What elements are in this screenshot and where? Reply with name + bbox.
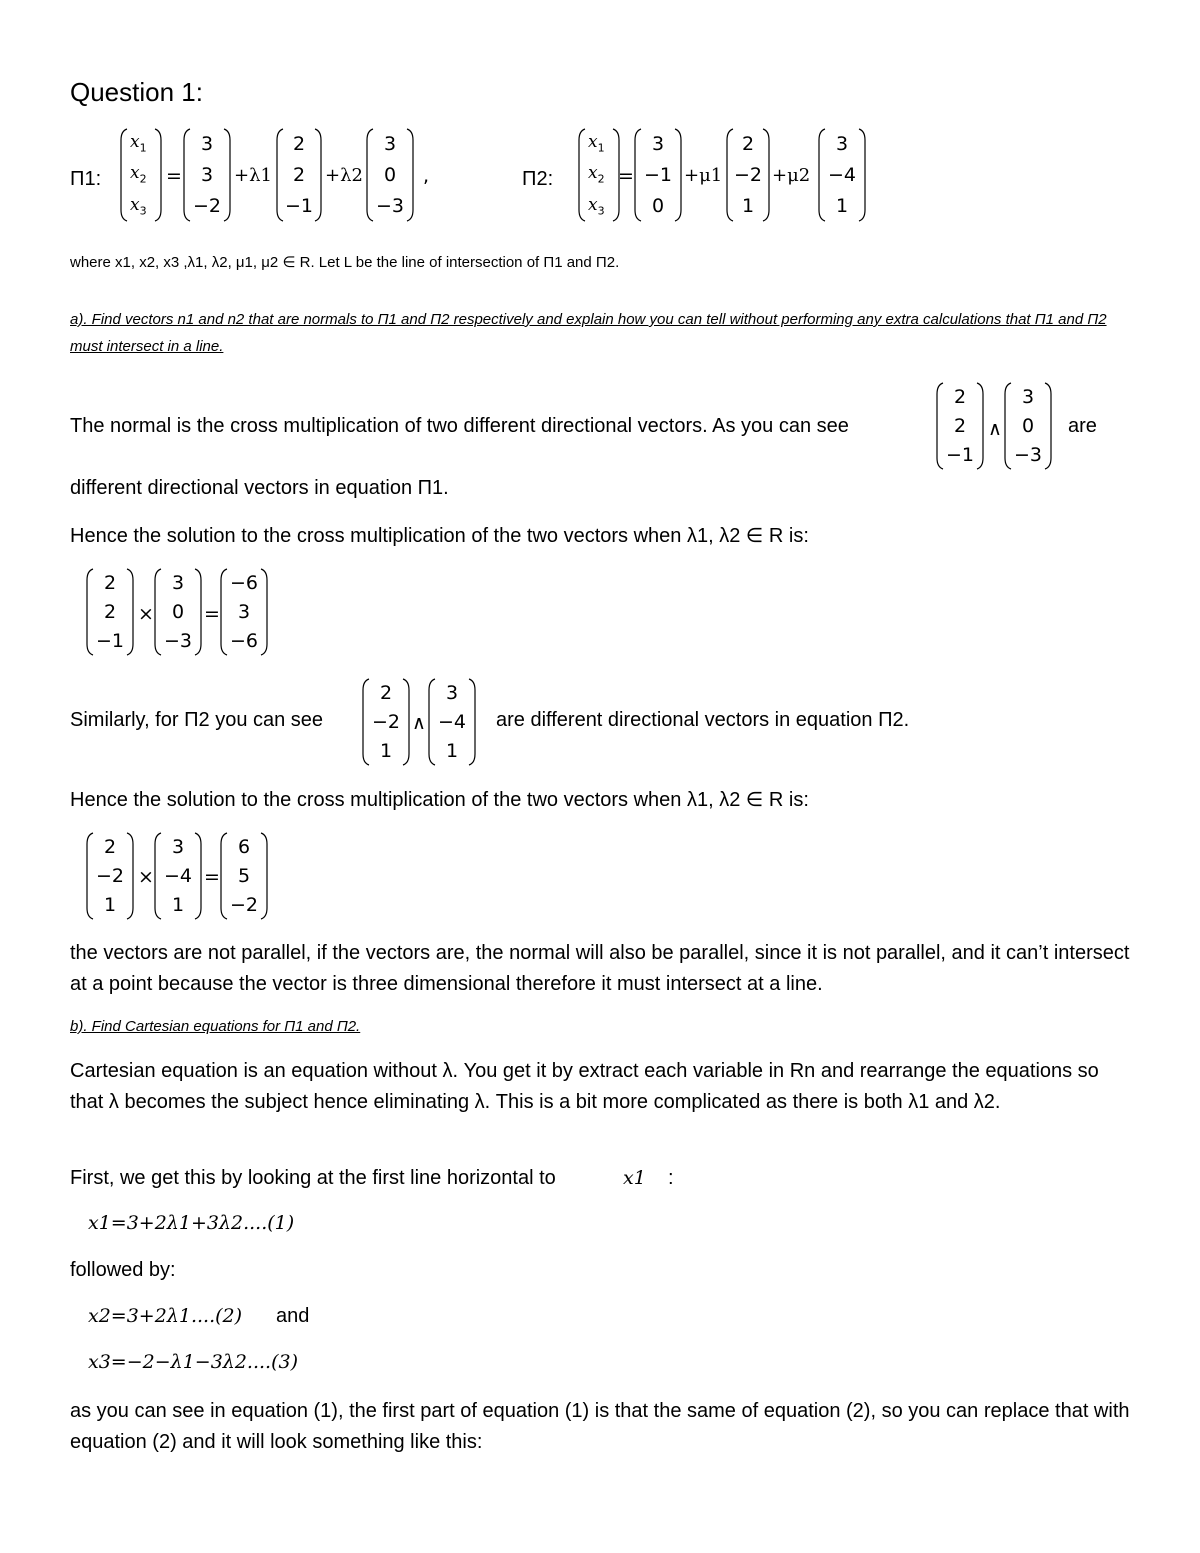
equation-1: x1=3+2λ1+3λ2....(1) (88, 1212, 295, 1234)
operator: = (204, 603, 220, 625)
vector-entry: 2 (953, 414, 967, 437)
vector-entry: 2 (953, 385, 967, 408)
page-title: Question 1: (70, 77, 203, 107)
column-vector (226, 832, 262, 920)
column-vector (368, 678, 404, 766)
column-vector (282, 128, 316, 222)
vector-entry: −6 (229, 630, 258, 653)
operator: , (423, 165, 430, 187)
similarly-text: Similarly, for Π2 you can see (70, 709, 324, 731)
vector-entry: 1 (741, 195, 755, 218)
vector-entry: 2 (292, 163, 306, 186)
operator: = (204, 866, 220, 888)
part-b-heading: b). Find Cartesian equations for Π1 and Π2. (70, 1018, 361, 1035)
operator: +μ2 (772, 165, 811, 186)
vector-entry: 0 (1021, 414, 1035, 437)
hence-text-2: Hence the solution to the cross multiplication of the two vectors when λ1, λ2 ∈ R is: (70, 789, 809, 811)
vector-entry: −2 (192, 195, 221, 218)
vector-entry: 3 (651, 132, 665, 155)
vector-entry: −1 (95, 630, 124, 653)
column-vector (942, 382, 978, 470)
operator: ∧ (412, 712, 426, 734)
vector-entry: 3 (383, 132, 397, 155)
vector-entry: 0 (171, 600, 185, 623)
plane1-label: Π1: (70, 168, 102, 190)
where-line: where x1, x2, x3 ,λ1, λ2, μ1, μ2 ∈ R. Let L be the line of intersection of Π1 and Π2. (70, 254, 620, 271)
vector-entry: 1 (445, 740, 459, 763)
vector-entry: 0 (651, 195, 665, 218)
first-colon: : (668, 1167, 674, 1189)
part-a-heading: a). Find vectors n1 and n2 that are normals to Π1 and Π2 respectively and explain how you can tell without performing any extra calculations that Π1 and Π2 must intersect in a line. (70, 311, 1107, 355)
vector-entry: 3 (835, 132, 849, 155)
are-different-text: are different directional vectors in equation Π2. (496, 709, 910, 731)
operator: × (138, 866, 154, 888)
vector-entry: 2 (741, 132, 755, 155)
x-vector-entry: $x_3$ (130, 194, 147, 218)
vector-entry: −4 (163, 864, 192, 887)
operator: × (138, 603, 154, 625)
left-paren (578, 128, 586, 222)
vector-entry: 2 (379, 681, 393, 704)
and-text: and (276, 1305, 310, 1327)
vector-entry: −2 (733, 163, 762, 186)
column-vector (160, 832, 196, 920)
equation-3: x3=−2−λ1−3λ2....(3) (88, 1351, 298, 1373)
vector-entry: −4 (437, 710, 466, 733)
operator: +λ1 (234, 165, 272, 186)
vector-entry: 2 (103, 600, 117, 623)
column-vector (160, 568, 196, 656)
normal-text: The normal is the cross multiplication of two different directional vectors. As you can see (70, 415, 849, 437)
vector-entry: 3 (171, 835, 185, 858)
are-text: are (1068, 415, 1097, 437)
vector-entry: −6 (229, 571, 258, 594)
final-text: as you can see in equation (1), the first part of equation (1) is that the same of equation (2), so you can replace that with equation (2) and it will look something like this: (70, 1400, 1130, 1453)
vector-entry: −2 (95, 864, 124, 887)
vector-entry: 1 (171, 894, 185, 917)
vector-entry: −2 (229, 894, 258, 917)
column-vector (434, 678, 470, 766)
x-vector-entry: $x_1$ (588, 132, 605, 155)
operator: = (618, 165, 634, 187)
first-variable: x1 (623, 1167, 646, 1189)
right-paren (154, 128, 162, 222)
first-text: First, we get this by looking at the first line horizontal to (70, 1167, 556, 1189)
vector-entry: 3 (1021, 385, 1035, 408)
x-vector-entry: $x_2$ (588, 163, 605, 186)
x-vector-entry: $x_2$ (130, 163, 147, 186)
left-paren (120, 128, 128, 222)
column-vector (189, 128, 225, 222)
column-vector (1010, 382, 1046, 470)
vector-entry: 3 (200, 132, 214, 155)
vector-entry: −3 (163, 630, 192, 653)
vector-entry: 2 (292, 132, 306, 155)
vector-entry: −3 (1013, 444, 1042, 467)
vector-entry: −1 (945, 444, 974, 467)
vector-entry: −2 (371, 710, 400, 733)
vector-entry: 5 (237, 864, 251, 887)
column-vector (640, 128, 676, 222)
vector-entry: 3 (237, 600, 251, 623)
vector-entry: −1 (284, 195, 313, 218)
column-vector (92, 832, 128, 920)
vector-entry: 1 (379, 740, 393, 763)
vector-entry: −1 (643, 163, 672, 186)
vector-entry: 3 (171, 571, 185, 594)
plane2-label: Π2: (522, 168, 554, 190)
followed-text: followed by: (70, 1259, 176, 1281)
column-vector (92, 568, 128, 656)
operator: +μ1 (684, 165, 723, 186)
x-vector-entry: $x_3$ (588, 194, 605, 218)
conclusion-text: the vectors are not parallel, if the vectors are, the normal will also be parallel, since it is not parallel, and it can’t intersect at a point because the vector is three dimensional therefore it must intersect at a line. (70, 942, 1130, 995)
column-vector (372, 128, 408, 222)
vector-entry: −3 (375, 195, 404, 218)
equation-2: x2=3+2λ1....(2) (88, 1305, 243, 1327)
operator: = (166, 165, 182, 187)
vector-entry: 1 (835, 195, 849, 218)
hence-text-1: Hence the solution to the cross multiplication of the two vectors when λ1, λ2 ∈ R is: (70, 525, 809, 547)
column-vector (732, 128, 764, 222)
column-vector (226, 568, 262, 656)
cartesian-intro: Cartesian equation is an equation without λ. You get it by extract each variable in Rn and rearrange the equations so that λ becomes the subject hence eliminating λ. This is a bit more complicated as there is both λ1 and λ2. (70, 1060, 1099, 1113)
x-vector-entry: $x_1$ (130, 132, 147, 155)
vector-entry: 6 (237, 835, 251, 858)
column-vector (824, 128, 860, 222)
vector-entry: −4 (827, 163, 856, 186)
different-text: different directional vectors in equation Π1. (70, 477, 449, 499)
vector-entry: 3 (445, 681, 459, 704)
vector-entry: 1 (103, 894, 117, 917)
vector-entry: 3 (200, 163, 214, 186)
vector-entry: 2 (103, 835, 117, 858)
vector-entry: 0 (383, 163, 397, 186)
vector-entry: 2 (103, 571, 117, 594)
operator: +λ2 (325, 165, 363, 186)
operator: ∧ (988, 418, 1002, 440)
